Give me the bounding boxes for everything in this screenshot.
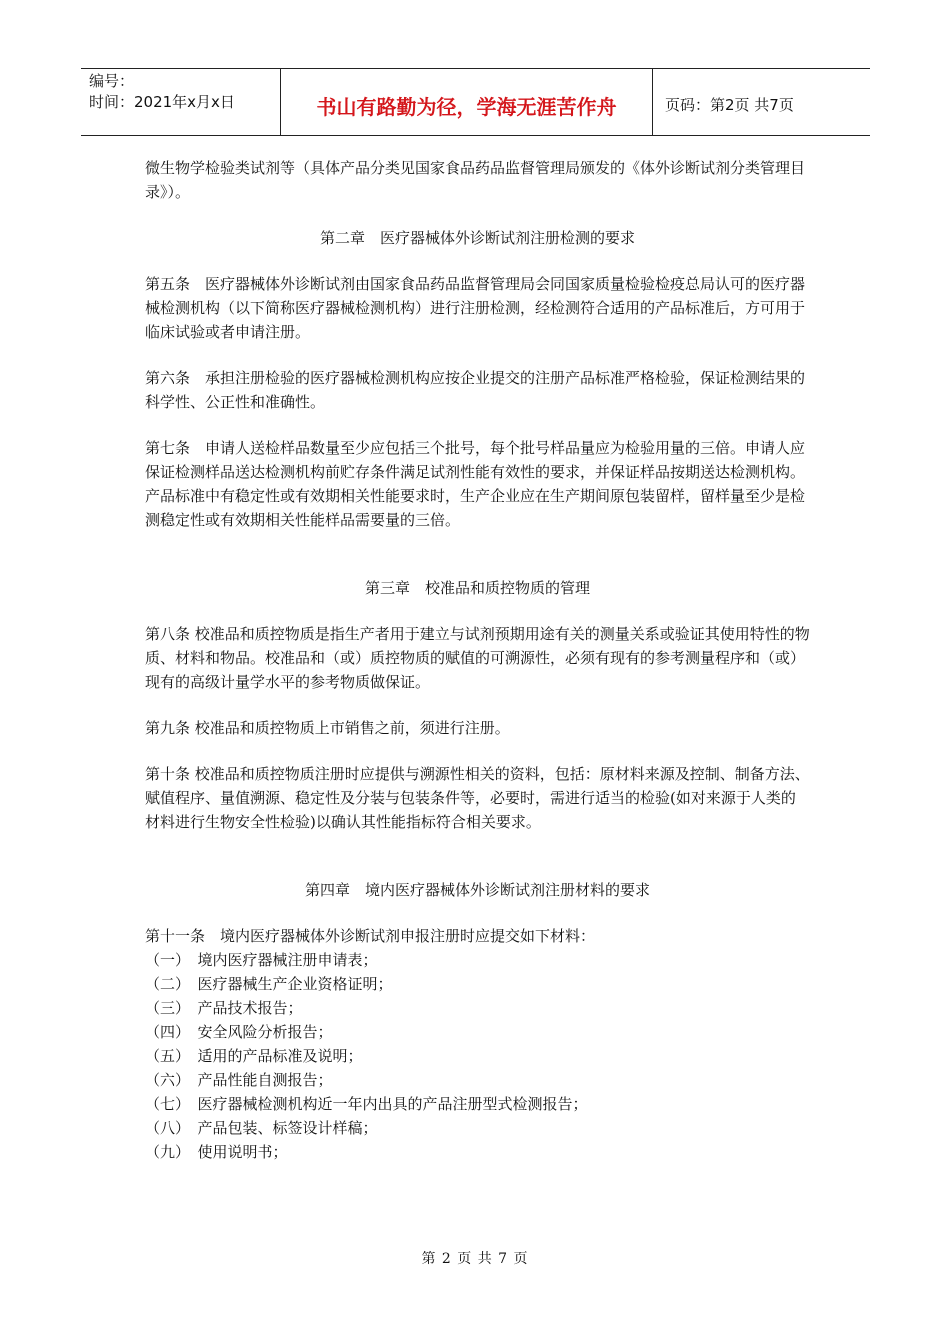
paragraph-continued: 微生物学检验类试剂等（具体产品分类见国家食品药品监督管理局颁发的《体外诊断试剂分类管理目录》）。 bbox=[145, 159, 806, 201]
materials-list bbox=[145, 948, 810, 1164]
list-item: （六） 产品性能自测报告； bbox=[145, 1071, 333, 1089]
article-7: 第七条 申请人送检样品数量至少应包括三个批号，每个批号样品量应为检验用量的三倍。申请人应保证检测样品送达检测机构前贮存条件满足试剂性能有效性的要求，并保证样品按期送达检测机构。产品标准中有稳定性或有效期相关性能要求时，生产企业应在生产期间原包装留样，留样量至少是检测稳定性或有效期相关性能样品需要量的三倍。 bbox=[145, 439, 806, 529]
list-item: （三） 产品技术报告； bbox=[145, 999, 303, 1017]
list-item: （五） 适用的产品标准及说明； bbox=[145, 1047, 363, 1065]
list-item: （八） 产品包装、标签设计样稿； bbox=[145, 1119, 378, 1137]
date-label: 时间：2021年x月x日 bbox=[89, 93, 235, 111]
chapter-4-heading: 第四章 境内医疗器械体外诊断试剂注册材料的要求 bbox=[304, 881, 650, 899]
chapter-2-heading: 第二章 医疗器械体外诊断试剂注册检测的要求 bbox=[319, 229, 635, 247]
header-motto: 书山有路勤为径，学海无涯苦作舟 bbox=[281, 69, 653, 135]
list-item: （一） 境内医疗器械注册申请表； bbox=[145, 951, 378, 969]
list-item: （二） 医疗器械生产企业资格证明； bbox=[145, 975, 393, 993]
header-page-label: 页码：第2页 共7页 bbox=[665, 95, 794, 114]
list-item: （七） 医疗器械检测机构近一年内出具的产品注册型式检测报告； bbox=[145, 1095, 588, 1113]
article-11: 第十一条 境内医疗器械体外诊断试剂申报注册时应提交如下材料： bbox=[145, 927, 596, 945]
page-footer: 第 2 页 共 7 页 bbox=[421, 1251, 529, 1267]
page-header bbox=[81, 68, 870, 136]
article-10: 第十条 校准品和质控物质注册时应提供与溯源性相关的资料，包括：原材料来源及控制、制备方法、赋值程序、量值溯源、稳定性及分装与包装条件等，必要时，需进行适当的检验(如对来源于人类的材料进行生物安全性检验)以确认其性能指标符合相关要求。 bbox=[145, 765, 810, 831]
document-body bbox=[145, 156, 810, 1164]
article-5: 第五条 医疗器械体外诊断试剂由国家食品药品监督管理局会同国家质量检验检疫总局认可的医疗器械检测机构（以下简称医疗器械检测机构）进行注册检测，经检测符合适用的产品标准后，方可用于临床试验或者申请注册。 bbox=[145, 275, 806, 341]
article-9: 第九条 校准品和质控物质上市销售之前，须进行注册。 bbox=[145, 719, 510, 737]
article-8: 第八条 校准品和质控物质是指生产者用于建立与试剂预期用途有关的测量关系或验证其使用特性的物质、材料和物品。校准品和（或）质控物质的赋值的可溯源性，必须有现有的参考测量程序和（或）现有的高级计量学水平的参考物质做保证。 bbox=[145, 625, 810, 691]
number-label: 编号： bbox=[89, 72, 135, 90]
list-item: （九） 使用说明书； bbox=[145, 1143, 288, 1161]
article-6: 第六条 承担注册检验的医疗器械检测机构应按企业提交的注册产品标准严格检验，保证检测结果的科学性、公正性和准确性。 bbox=[145, 369, 806, 411]
list-item: （四） 安全风险分析报告； bbox=[145, 1023, 333, 1041]
chapter-3-heading: 第三章 校准品和质控物质的管理 bbox=[364, 579, 590, 597]
header-meta bbox=[81, 69, 281, 135]
